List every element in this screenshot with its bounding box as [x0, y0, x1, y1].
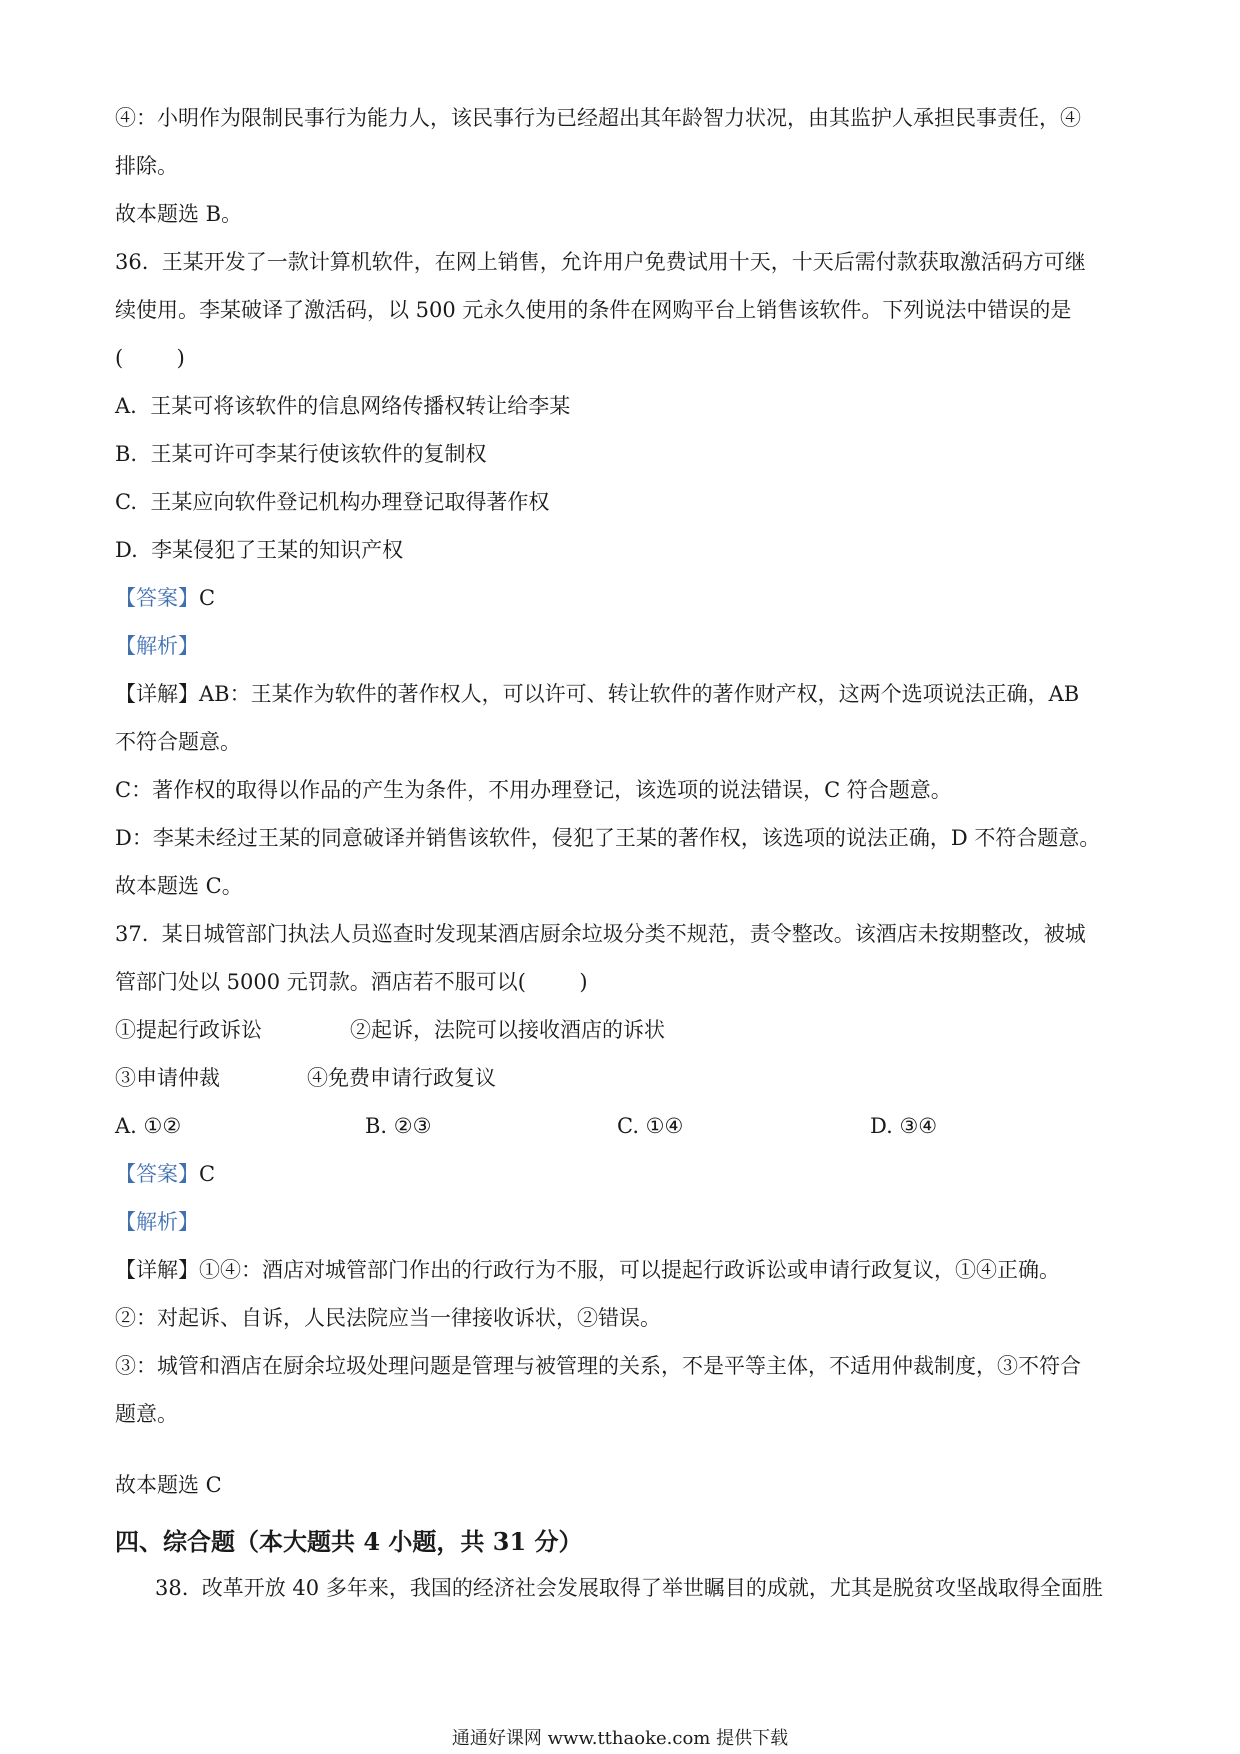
q37-detail-line2: ②：对起诉、自诉，人民法院应当一律接收诉状，②错误。	[115, 1306, 661, 1330]
answer-value: C	[199, 586, 216, 610]
q36-stem-line2: 续使用。李某破译了激活码，以 500 元永久使用的条件在网购平台上销售该软件。下列说法中错误的是	[115, 298, 1072, 322]
q37-stem-line2: 管部门处以 5000 元罚款。酒店若不服可以( )	[115, 970, 588, 994]
q37-option-b: B. ②③	[365, 1114, 432, 1138]
q36-stem-line1: 36. 王某开发了一款计算机软件，在网上销售，允许用户免费试用十天，十天后需付款获取激活码方可继	[115, 250, 1086, 274]
q38-stem-line1: 38. 改革开放 40 多年来，我国的经济社会发展取得了举世瞩目的成就，尤其是脱贫攻坚战取得全面胜	[155, 1576, 1103, 1600]
q36-option-c: C. 王某应向软件登记机构办理登记取得著作权	[115, 490, 550, 514]
q37-item-2: ②起诉，法院可以接收酒店的诉状	[350, 1018, 665, 1042]
answer-value: C	[199, 1162, 216, 1186]
q37-item-1: ①提起行政诉讼	[115, 1018, 262, 1042]
q36-option-d: D. 李某侵犯了王某的知识产权	[115, 538, 404, 562]
detail-tag: 【详解】	[115, 1258, 199, 1282]
section-4-heading: 四、综合题（本大题共 4 小题，共 31 分）	[115, 1527, 583, 1556]
prev-analysis-line2: 排除。	[115, 154, 178, 178]
q36-conclusion: 故本题选 C。	[115, 874, 243, 898]
q37-option-c: C. ①④	[617, 1114, 684, 1138]
q37-option-a: A. ①②	[115, 1114, 182, 1138]
q37-stem-line1: 37. 某日城管部门执法人员巡查时发现某酒店厨余垃圾分类不规范，责令整改。该酒店未按期整改，被城	[115, 922, 1086, 946]
answer-tag: 【答案】	[115, 586, 199, 610]
answer-tag: 【答案】	[115, 1162, 199, 1186]
q36-option-a: A. 王某可将该软件的信息网络传播权转让给李某	[115, 394, 571, 418]
q37-item-3: ③申请仲裁	[115, 1066, 220, 1090]
q36-detail-line2: 不符合题意。	[115, 730, 241, 754]
detail-text: AB：王某作为软件的著作权人，可以许可、转让软件的著作财产权，这两个选项说法正确，AB	[199, 682, 1080, 706]
prev-conclusion: 故本题选 B。	[115, 202, 243, 226]
q36-answer-blank: ( )	[115, 346, 185, 370]
q37-item-4: ④免费申请行政复议	[307, 1066, 496, 1090]
q36-detail-line3: C：著作权的取得以作品的产生为条件，不用办理登记，该选项的说法错误，C 符合题意。	[115, 778, 952, 802]
q36-detail-line1	[115, 679, 1079, 709]
q37-detail-line1	[115, 1255, 1060, 1285]
detail-tag: 【详解】	[115, 682, 199, 706]
q37-detail-line4: 题意。	[115, 1402, 178, 1426]
q37-option-d: D. ③④	[870, 1114, 938, 1138]
q36-option-b: B. 王某可许可李某行使该软件的复制权	[115, 442, 487, 466]
q37-conclusion: 故本题选 C	[115, 1473, 222, 1497]
detail-text: ①④：酒店对城管部门作出的行政行为不服，可以提起行政诉讼或申请行政复议，①④正确。	[199, 1258, 1060, 1282]
q36-answer	[115, 583, 215, 613]
q36-detail-line4: D：李某未经过王某的同意破译并销售该软件，侵犯了王某的著作权，该选项的说法正确，D 不符合题意。	[115, 826, 1101, 850]
q37-answer	[115, 1159, 215, 1189]
page-footer: 通通好课网 www.tthaoke.com 提供下载	[451, 1728, 789, 1749]
prev-analysis-line1: ④：小明作为限制民事行为能力人，该民事行为已经超出其年龄智力状况，由其监护人承担民事责任，④	[115, 106, 1081, 130]
q36-analysis-tag: 【解析】	[115, 634, 199, 658]
q37-analysis-tag: 【解析】	[115, 1210, 199, 1234]
q37-detail-line3: ③：城管和酒店在厨余垃圾处理问题是管理与被管理的关系，不是平等主体，不适用仲裁制度，③不符合	[115, 1354, 1081, 1378]
